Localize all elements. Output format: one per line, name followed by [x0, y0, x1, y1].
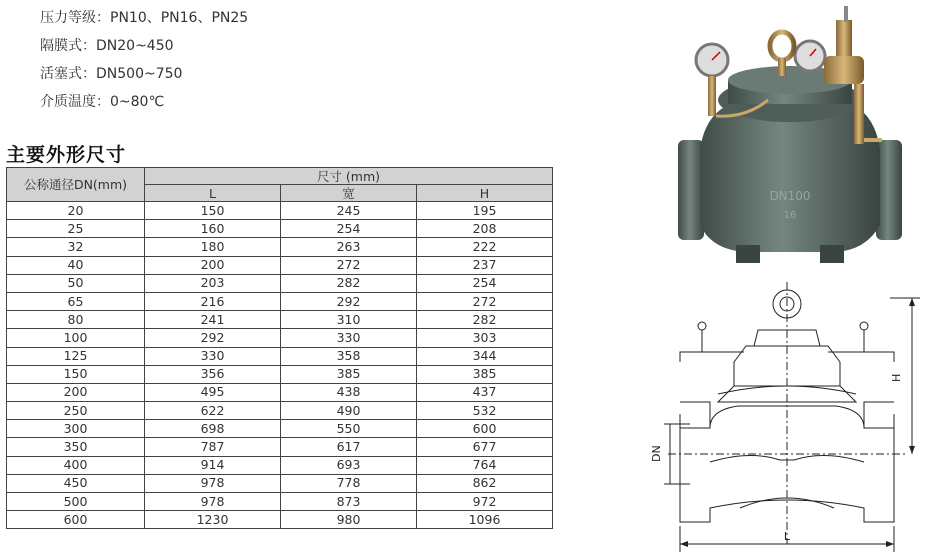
cell-height: 254	[417, 274, 553, 292]
cell-width: 254	[281, 220, 417, 238]
header-height: H	[417, 185, 553, 202]
cell-dn: 500	[7, 493, 145, 511]
cell-width: 263	[281, 238, 417, 256]
table-row	[7, 202, 553, 220]
cell-length: 241	[145, 311, 281, 329]
cell-length: 978	[145, 493, 281, 511]
cell-length: 495	[145, 383, 281, 401]
cell-height: 195	[417, 202, 553, 220]
table-row	[7, 383, 553, 401]
cell-height: 1096	[417, 511, 553, 529]
cell-height: 237	[417, 256, 553, 274]
spec-pressure: 压力等级：PN10、PN16、PN25	[40, 10, 249, 26]
table-row	[7, 493, 553, 511]
spec-list	[40, 4, 248, 116]
cell-height: 862	[417, 474, 553, 492]
cell-height: 208	[417, 220, 553, 238]
svg-text:DN100: DN100	[769, 189, 811, 203]
table-row	[7, 347, 553, 365]
cell-height: 972	[417, 493, 553, 511]
header-nominal-diameter: 公称通径DN(mm)	[7, 168, 145, 202]
cell-width: 490	[281, 402, 417, 420]
cell-height: 282	[417, 311, 553, 329]
cell-length: 330	[145, 347, 281, 365]
cell-width: 330	[281, 329, 417, 347]
cell-height: 437	[417, 383, 553, 401]
cell-dn: 25	[7, 220, 145, 238]
cell-dn: 50	[7, 274, 145, 292]
cell-width: 550	[281, 420, 417, 438]
table-row	[7, 438, 553, 456]
cell-dn: 450	[7, 474, 145, 492]
drawing-label-dn: DN	[650, 445, 663, 462]
table-row	[7, 456, 553, 474]
cell-height: 600	[417, 420, 553, 438]
cell-height: 272	[417, 292, 553, 310]
cell-dn: 100	[7, 329, 145, 347]
cell-dn: 20	[7, 202, 145, 220]
table-row	[7, 420, 553, 438]
cell-width: 272	[281, 256, 417, 274]
cell-dn: 150	[7, 365, 145, 383]
cell-dn: 300	[7, 420, 145, 438]
cell-height: 222	[417, 238, 553, 256]
cell-width: 310	[281, 311, 417, 329]
section-title: 主要外形尺寸	[6, 144, 127, 166]
cell-width: 385	[281, 365, 417, 383]
cell-length: 216	[145, 292, 281, 310]
cell-width: 980	[281, 511, 417, 529]
cell-length: 200	[145, 256, 281, 274]
cell-dn: 400	[7, 456, 145, 474]
cell-length: 622	[145, 402, 281, 420]
cell-length: 203	[145, 274, 281, 292]
cell-height: 344	[417, 347, 553, 365]
table-row	[7, 402, 553, 420]
cell-dn: 40	[7, 256, 145, 274]
table-row	[7, 256, 553, 274]
header-dimensions: 尺寸 (mm)	[145, 168, 553, 185]
cell-dn: 65	[7, 292, 145, 310]
cell-width: 693	[281, 456, 417, 474]
svg-text:16: 16	[783, 210, 797, 221]
cell-length: 356	[145, 365, 281, 383]
cell-length: 160	[145, 220, 281, 238]
cell-width: 617	[281, 438, 417, 456]
cell-length: 150	[145, 202, 281, 220]
cell-length: 787	[145, 438, 281, 456]
cell-dn: 32	[7, 238, 145, 256]
cell-dn: 250	[7, 402, 145, 420]
cell-dn: 350	[7, 438, 145, 456]
table-row	[7, 365, 553, 383]
cell-length: 180	[145, 238, 281, 256]
cell-height: 385	[417, 365, 553, 383]
cell-dn: 80	[7, 311, 145, 329]
valve-technical-drawing	[650, 282, 920, 554]
cell-width: 292	[281, 292, 417, 310]
table-row	[7, 220, 553, 238]
header-length: L	[145, 185, 281, 202]
table-row	[7, 238, 553, 256]
drawing-label-l: L	[783, 530, 791, 543]
cell-height: 677	[417, 438, 553, 456]
table-row	[7, 329, 553, 347]
header-width: 宽	[281, 185, 417, 202]
cell-width: 282	[281, 274, 417, 292]
cell-length: 1230	[145, 511, 281, 529]
cell-width: 873	[281, 493, 417, 511]
table-row	[7, 274, 553, 292]
spec-piston: 活塞式：DN500~750	[40, 66, 183, 82]
table-row	[7, 311, 553, 329]
cell-dn: 125	[7, 347, 145, 365]
cell-dn: 200	[7, 383, 145, 401]
dimensions-table	[6, 167, 553, 529]
spec-diaphragm: 隔膜式：DN20~450	[40, 38, 174, 54]
cell-length: 978	[145, 474, 281, 492]
valve-photo	[676, 0, 906, 268]
spec-temperature: 介质温度：0~80℃	[40, 94, 165, 110]
cell-length: 698	[145, 420, 281, 438]
cell-height: 532	[417, 402, 553, 420]
cell-width: 438	[281, 383, 417, 401]
cell-length: 914	[145, 456, 281, 474]
table-row	[7, 474, 553, 492]
table-row	[7, 292, 553, 310]
drawing-label-h: H	[890, 373, 903, 382]
table-row	[7, 511, 553, 529]
cell-height: 303	[417, 329, 553, 347]
cell-width: 245	[281, 202, 417, 220]
cell-width: 358	[281, 347, 417, 365]
cell-width: 778	[281, 474, 417, 492]
cell-dn: 600	[7, 511, 145, 529]
cell-height: 764	[417, 456, 553, 474]
cell-length: 292	[145, 329, 281, 347]
